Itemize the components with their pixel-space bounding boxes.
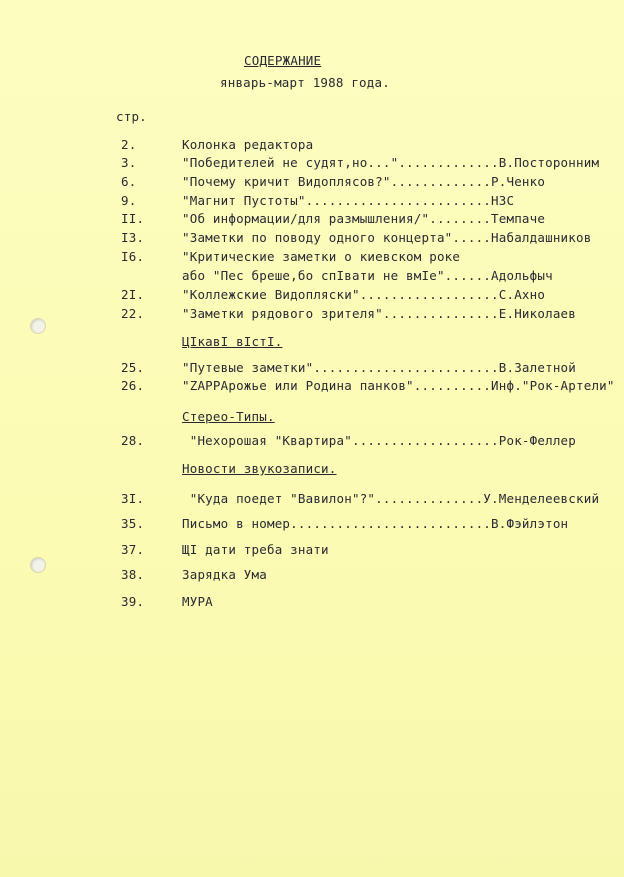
entry-text: "Куда поедет "Вавилон"?"..............У.Менделеевский — [182, 491, 600, 506]
entry-text: "Коллежские Видопляски"..................С.Ахно — [182, 287, 546, 302]
entry-text: Письмо в номер..........................В.Фэйлэтон — [182, 516, 569, 531]
entry-page-number: 26. — [121, 378, 145, 393]
entry-page-number: 37. — [121, 542, 145, 557]
entry-text: "ZAPPАрожье или Родина панков"..........Инф."Рок-Артели" — [182, 378, 615, 393]
entry-page-number: 35. — [121, 516, 145, 531]
entry-text: "Путевые заметки"........................В.Залетной — [182, 360, 577, 375]
entry-text: "Об информации/для размышления/"........Темпаче — [182, 211, 546, 226]
document-title: СОДЕРЖАНИЕ — [244, 53, 322, 68]
section-heading: ЦIкавI вIстI. — [182, 334, 283, 349]
entry-page-number: 2. — [121, 137, 137, 152]
entry-page-number: 38. — [121, 567, 145, 582]
entry-text: "Нехорошая "Квартира"...................Рок-Феллер — [182, 433, 577, 448]
entry-page-number: 25. — [121, 360, 145, 375]
entry-text: "Заметки по поводу одного концерта".....Набалдашников — [182, 230, 592, 245]
page-column-label: стр. — [116, 109, 147, 124]
entry-page-number: 3. — [121, 155, 137, 170]
entry-text: Колонка редактора — [182, 137, 314, 152]
entry-page-number: 6. — [121, 174, 137, 189]
entry-page-number: II. — [121, 211, 145, 226]
section-heading: Новости звукозаписи. — [182, 461, 337, 476]
entry-text: "Почему кричит Видоплясов?".............Р.Ченко — [182, 174, 546, 189]
entry-text: "Победителей не судят,но...".............В.Посторонним — [182, 155, 600, 170]
punch-hole — [30, 318, 46, 334]
entry-text: "Критические заметки о киевском роке — [182, 249, 461, 264]
entry-page-number: 39. — [121, 594, 145, 609]
entry-text: МУРА — [182, 594, 213, 609]
document-subtitle: январь-март 1988 года. — [220, 75, 390, 90]
entry-text: Зарядка Ума — [182, 567, 267, 582]
entry-page-number: 28. — [121, 433, 145, 448]
entry-page-number: 2I. — [121, 287, 145, 302]
entry-text: "Заметки рядового зрителя"...............Е.Николаев — [182, 306, 577, 321]
punch-hole — [30, 557, 46, 573]
section-heading: Стерео-Типы. — [182, 409, 275, 424]
entry-text: "Магнит Пустоты"........................НЗС — [182, 193, 515, 208]
entry-page-number: 9. — [121, 193, 137, 208]
entry-text: або "Пес бреше,бо спIвати не вмIе"......Адольфыч — [182, 268, 553, 283]
entry-page-number: I6. — [121, 249, 145, 264]
entry-page-number: I3. — [121, 230, 145, 245]
entry-text: ЩI дати треба знати — [182, 542, 329, 557]
entry-page-number: 22. — [121, 306, 145, 321]
entry-page-number: 3I. — [121, 491, 145, 506]
